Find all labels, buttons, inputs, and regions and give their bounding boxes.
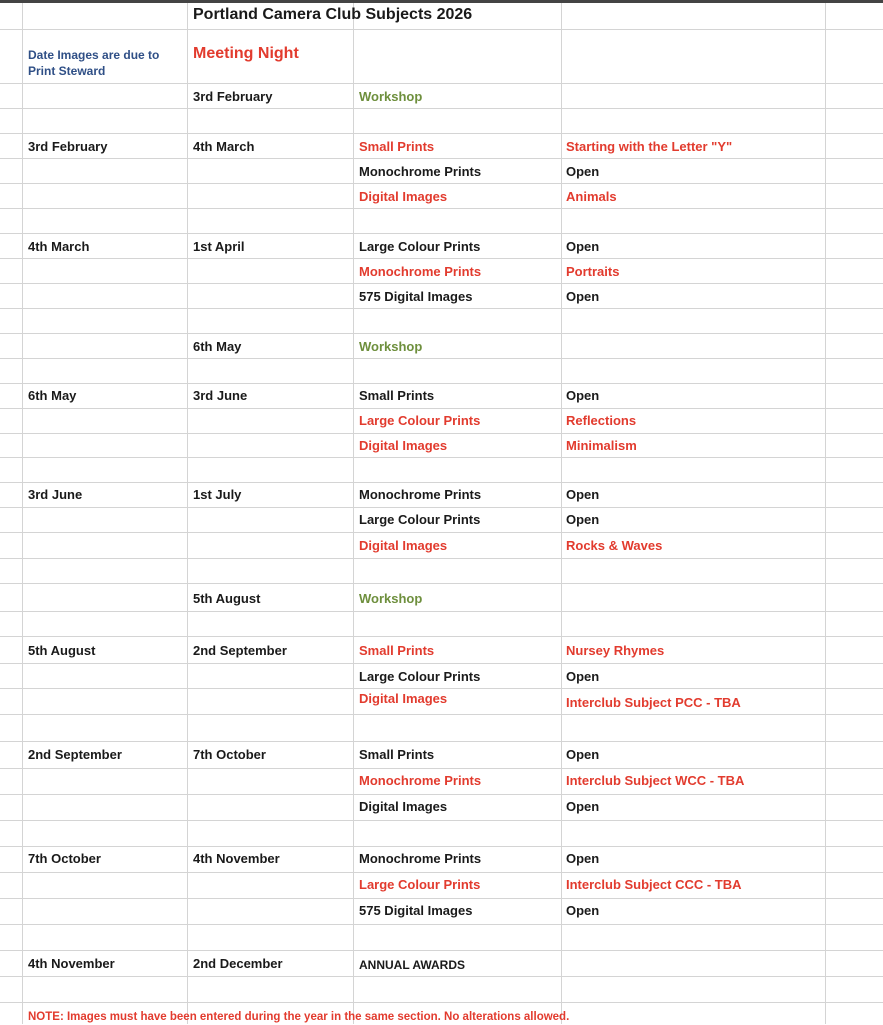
subject-name: Animals: [566, 189, 617, 204]
grid-line: [0, 976, 883, 977]
section-name: Workshop: [359, 89, 423, 104]
grid-line: [0, 233, 883, 234]
section-name: Digital Images: [359, 799, 448, 814]
due-date: 7th October: [28, 851, 101, 866]
meeting-date: 7th October: [193, 747, 266, 762]
section-name: Digital Images: [359, 438, 448, 453]
column-divider: [561, 3, 562, 1024]
subject-name: Open: [566, 289, 600, 304]
footer-note: NOTE: Images must have been entered during the year in the same section. No alterations allowed.: [28, 1011, 570, 1023]
section-name: Workshop: [359, 591, 423, 606]
column-header-due-date: Date Images are due to Print Steward: [28, 48, 160, 78]
meeting-date: 4th November: [193, 851, 280, 866]
section-name: Digital Images: [359, 538, 448, 553]
section-name: Large Colour Prints: [359, 239, 481, 254]
due-date: 5th August: [28, 643, 96, 658]
due-date: 2nd September: [28, 747, 122, 762]
grid-line: [0, 108, 883, 109]
grid-line: [0, 898, 883, 899]
grid-line: [0, 457, 883, 458]
section-name: Monochrome Prints: [359, 487, 482, 502]
meeting-date: 1st July: [193, 487, 242, 502]
column-divider: [22, 3, 23, 1024]
grid-line: [0, 358, 883, 359]
section-name: 575 Digital Images: [359, 903, 473, 918]
grid-line: [0, 208, 883, 209]
section-name: Small Prints: [359, 747, 435, 762]
grid-line: [0, 158, 883, 159]
grid-line: [0, 741, 883, 742]
subject-name: Minimalism: [566, 438, 637, 453]
subject-name: Open: [566, 747, 600, 762]
top-border: [0, 0, 883, 3]
grid-line: [0, 183, 883, 184]
sheet-title: Portland Camera Club Subjects 2026: [193, 6, 473, 23]
section-name: Large Colour Prints: [359, 413, 481, 428]
subject-name: Reflections: [566, 413, 637, 428]
column-divider: [825, 3, 826, 1024]
section-name: Large Colour Prints: [359, 669, 481, 684]
column-header-meeting-night: Meeting Night: [193, 45, 299, 62]
subject-name: Open: [566, 799, 600, 814]
grid-line: [0, 133, 883, 134]
grid-line: [0, 583, 883, 584]
meeting-date: 2nd September: [193, 643, 287, 658]
meeting-date: 3rd June: [193, 388, 248, 403]
grid-line: [0, 258, 883, 259]
section-name: Small Prints: [359, 139, 435, 154]
grid-line: [0, 794, 883, 795]
grid-line: [0, 846, 883, 847]
section-name: Monochrome Prints: [359, 851, 482, 866]
subject-name: Open: [566, 487, 600, 502]
meeting-date: 2nd December: [193, 956, 283, 971]
due-date: 3rd February: [28, 139, 108, 154]
grid-line: [0, 29, 883, 30]
grid-line: [0, 532, 883, 533]
section-name: Small Prints: [359, 643, 435, 658]
section-name: Small Prints: [359, 388, 435, 403]
section-name: Large Colour Prints: [359, 877, 481, 892]
grid-line: [0, 408, 883, 409]
subject-name: Rocks & Waves: [566, 538, 663, 553]
grid-line: [0, 507, 883, 508]
subject-name: Open: [566, 388, 600, 403]
section-name: Monochrome Prints: [359, 773, 482, 788]
meeting-date: 5th August: [193, 591, 261, 606]
section-name: Digital Images: [359, 189, 448, 204]
subject-name: Open: [566, 903, 600, 918]
subject-name: Interclub Subject WCC - TBA: [566, 773, 745, 788]
grid-line: [0, 433, 883, 434]
section-name: Workshop: [359, 339, 423, 354]
due-date: 4th March: [28, 239, 90, 254]
due-date: 6th May: [28, 388, 77, 403]
grid-line: [0, 333, 883, 334]
subject-name: Open: [566, 512, 600, 527]
grid-line: [0, 714, 883, 715]
subject-name: Interclub Subject PCC - TBA: [566, 695, 741, 710]
grid-line: [0, 820, 883, 821]
subject-name: Open: [566, 164, 600, 179]
subject-name: Nursey Rhymes: [566, 643, 665, 658]
grid-line: [0, 768, 883, 769]
grid-line: [0, 950, 883, 951]
subject-name: Portraits: [566, 264, 620, 279]
section-name: Digital Images: [359, 691, 448, 706]
grid-line: [0, 1002, 883, 1003]
grid-line: [0, 663, 883, 664]
subject-name: Open: [566, 851, 600, 866]
section-name: Large Colour Prints: [359, 512, 481, 527]
meeting-date: 4th March: [193, 139, 255, 154]
subject-name: Open: [566, 669, 600, 684]
grid-line: [0, 558, 883, 559]
grid-line: [0, 383, 883, 384]
grid-line: [0, 308, 883, 309]
meeting-date: 1st April: [193, 239, 245, 254]
section-name: Monochrome Prints: [359, 164, 482, 179]
subject-name: Starting with the Letter "Y": [566, 139, 733, 154]
grid-line: [0, 482, 883, 483]
due-date: 3rd June: [28, 487, 83, 502]
grid-line: [0, 924, 883, 925]
grid-line: [0, 636, 883, 637]
column-divider: [187, 3, 188, 1024]
column-divider: [353, 3, 354, 1024]
subject-name: Interclub Subject CCC - TBA: [566, 877, 742, 892]
section-name: 575 Digital Images: [359, 289, 473, 304]
grid-line: [0, 83, 883, 84]
section-name: ANNUAL AWARDS: [359, 958, 466, 972]
due-date: 4th November: [28, 956, 115, 971]
grid-line: [0, 283, 883, 284]
section-name: Monochrome Prints: [359, 264, 482, 279]
subject-name: Open: [566, 239, 600, 254]
grid-line: [0, 872, 883, 873]
grid-line: [0, 611, 883, 612]
meeting-date: 3rd February: [193, 89, 273, 104]
meeting-date: 6th May: [193, 339, 242, 354]
grid-line: [0, 688, 883, 689]
